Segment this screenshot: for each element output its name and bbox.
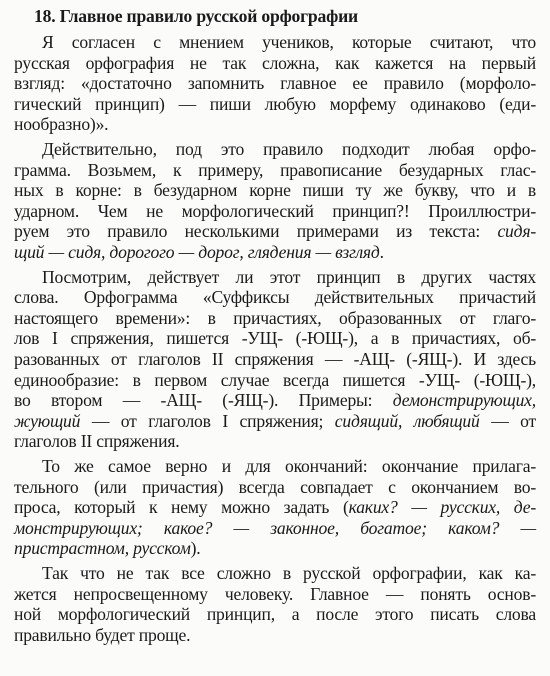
p3-line-8-mid: — от глаголов I спряжения; xyxy=(91,410,324,431)
p2-examples: щий — сидя, дорогого — дорог, глядения — взгляд xyxy=(14,242,380,262)
p3-line-6: единообразие: в первом случае всегда пишется -УЩ- (-ЮЩ-), xyxy=(14,369,536,390)
p4-line-3 xyxy=(14,497,536,518)
p2-line-4: ударном. Чем не морфологический принцип?! Проиллюстри- xyxy=(14,200,536,221)
p3-line-3: настоящего времени»: в причастиях, образованных от глаго- xyxy=(14,307,536,328)
p5-line-4: правильно будет проще. xyxy=(14,624,191,645)
p5-line-2: жется непросвещенному человеку. Главное — понять основ- xyxy=(14,583,536,604)
p1-line-1: Я согласен с мнением учеников, которые считают, что xyxy=(42,32,536,52)
p3-example-3: сидящий, любящий xyxy=(334,410,480,431)
p4-line-5 xyxy=(14,538,536,559)
p1-line-4: гический принцип) — пиши любую морфему одинаково (еди- xyxy=(14,93,536,114)
p3-line-8-end: — от xyxy=(491,410,537,431)
p3-line-4: лов I спряжения, пишется -УЩ- (-ЮЩ-), а в причастиях, об- xyxy=(14,328,536,349)
p4-line-4 xyxy=(14,518,536,539)
p2-line-1: Действительно, под это правило подходит любая орфо- xyxy=(42,139,536,159)
p1-line-2: русская орфография не так сложна, как кажется на первый xyxy=(14,52,536,73)
section-title: 18. Главное правило русской орфографии xyxy=(34,6,358,26)
p4-line-3-text: проса, который к нему можно задать ( xyxy=(14,497,349,518)
p5-line-3: ной морфологический принцип, а после этого писать слова xyxy=(14,604,536,625)
p1-line-5: нообразно)». xyxy=(14,114,109,135)
p4-line-2: тельного (или причастия) всегда совпадает с окончанием во- xyxy=(14,476,536,497)
p3-line-1: Посмотрим, действует ли этот принцип в других частях xyxy=(42,266,536,287)
p2-example-start: сидя- xyxy=(497,221,536,242)
p3-line-5: разованных от глаголов II спряжения — -АЩ- (-ЯЩ-). И здесь xyxy=(14,349,536,369)
p3-line-7 xyxy=(14,390,536,411)
p3-line-8 xyxy=(14,411,536,432)
p4-end: ). xyxy=(190,538,201,559)
p2-end: . xyxy=(379,242,384,262)
p4-example-2: монстрирующих; какое? — законное, богатое; каком? — xyxy=(14,517,536,538)
p3-example-2: жующий xyxy=(14,410,81,431)
p3-example-1: демонстрирующих, xyxy=(392,390,536,411)
p1-line-3: взгляд: «достаточно запомнить главное ее правило (морфоло- xyxy=(14,73,536,94)
p3-line-2: слова. Орфограмма «Суффиксы действительных причастий xyxy=(14,287,536,308)
p2-line-5-text: руем это правило несколькими примерами из текста: xyxy=(14,221,481,242)
p4-line-1: То же самое верно и для окончаний: окончание прилага- xyxy=(42,456,536,476)
p5-line-1: Так что не так все сложно в русской орфографии, как ка- xyxy=(42,563,536,583)
p4-example-1: каких? — русских, де- xyxy=(348,497,536,518)
p2-line-3: ных в корне: в безударном корне пиши ту же букву, что и в xyxy=(14,180,536,201)
p4-example-3: пристрастном, русском xyxy=(14,538,191,559)
p3-line-7-text: во втором — -АЩ- (-ЯЩ-). Примеры: xyxy=(14,390,373,411)
p2-line-6 xyxy=(14,242,536,263)
p2-line-2: грамма. Возьмем, к примеру, правописание безударных глас- xyxy=(14,159,536,180)
p2-line-5 xyxy=(14,221,536,242)
p3-line-9: глаголов II спряжения. xyxy=(14,431,180,452)
